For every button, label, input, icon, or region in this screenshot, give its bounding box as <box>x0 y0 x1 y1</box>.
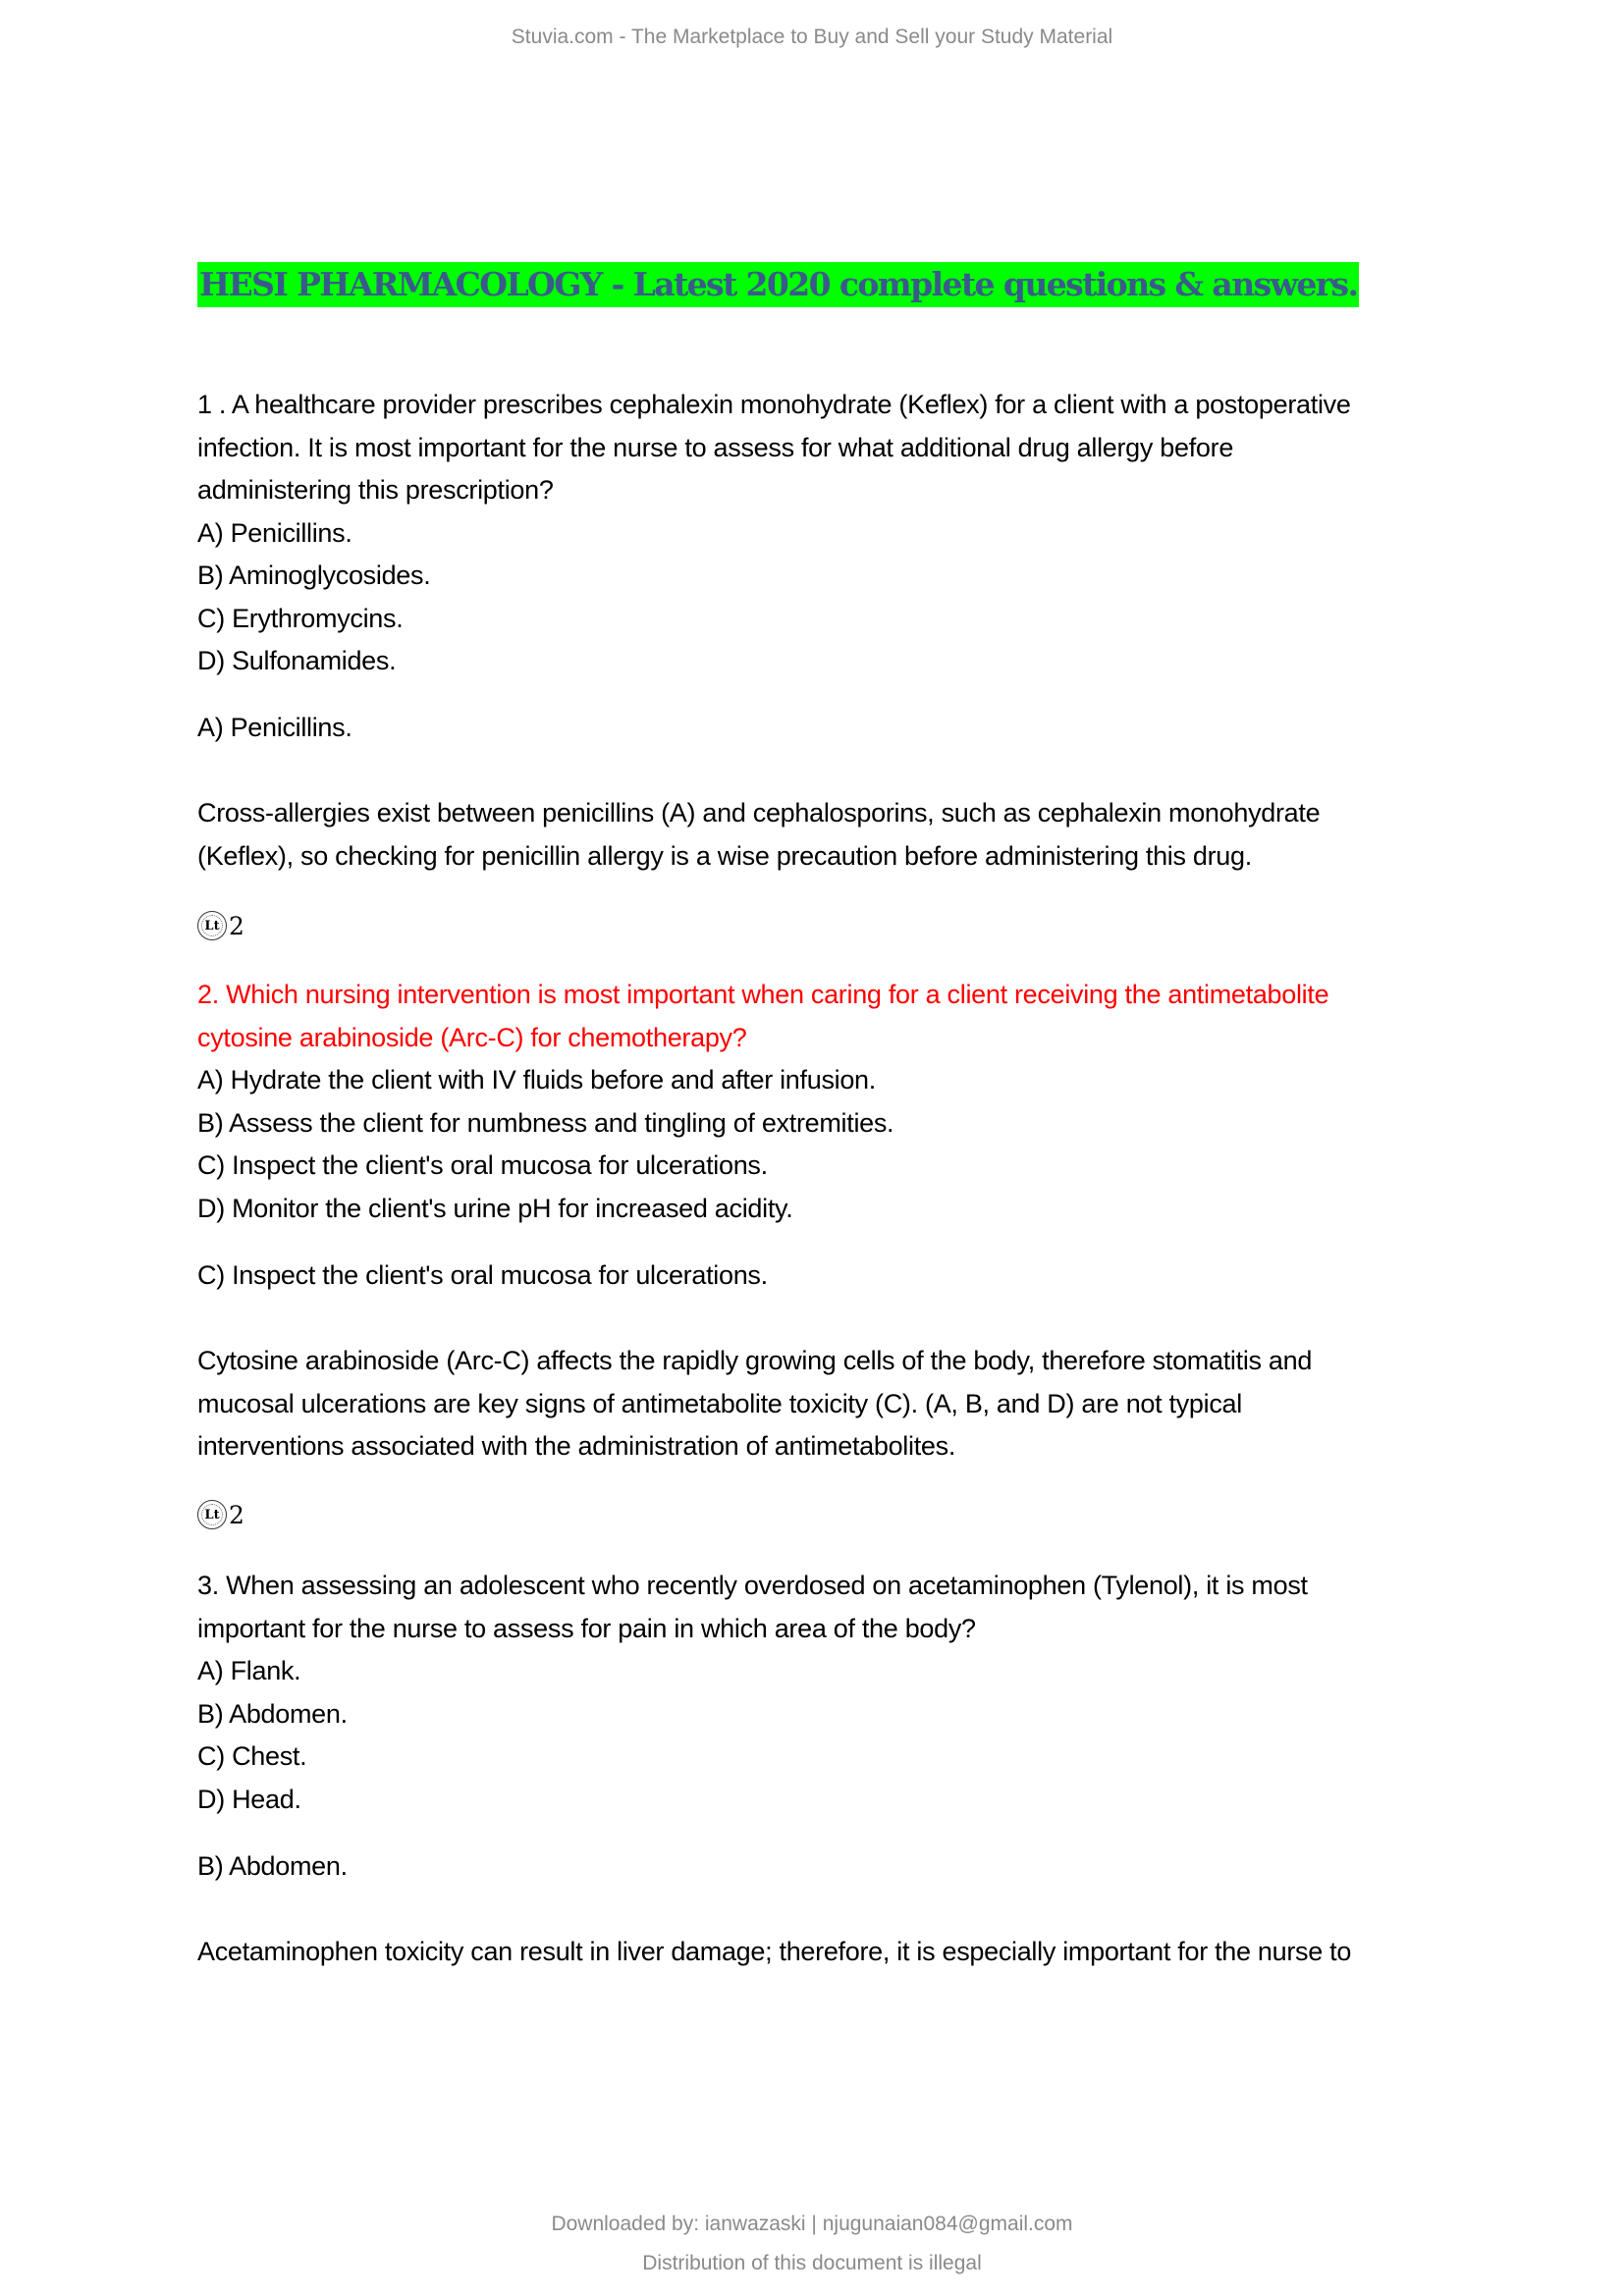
question-3-option-c: C) Chest. <box>197 1741 307 1771</box>
reference-value: 2 <box>229 1500 244 1529</box>
document-title: HESI PHARMACOLOGY - Latest 2020 complete questions & answers. <box>197 262 1359 307</box>
question-2-answer: C) Inspect the client's oral mucosa for ulcerations. <box>197 1260 768 1290</box>
question-3-rationale <box>197 1931 1474 1974</box>
reference-value: 2 <box>229 911 244 940</box>
question-1-option-b: B) Aminoglycosides. <box>197 561 431 590</box>
question-1-answer-block <box>197 707 1474 750</box>
downloaded-by-notice: Downloaded by: ianwazaski | njugunaian084@gmail.com <box>551 2213 1073 2235</box>
question-1 <box>197 384 1474 683</box>
question-2-answer-block <box>197 1255 1474 1298</box>
question-1-text-line-2: infection. It is most important for the nurse to assess for what additional drug allergy before <box>197 432 1234 462</box>
question-1-rationale <box>197 792 1474 878</box>
question-1-rationale-line-2: (Keflex), so checking for penicillin allergy is a wise precaution before administering this drug. <box>197 840 1252 871</box>
question-3-text-line-2: important for the nurse to assess for pain in which area of the body? <box>197 1613 976 1643</box>
question-2-rationale <box>197 1340 1474 1468</box>
question-3-text-line-1: 3. When assessing an adolescent who recently overdosed on acetaminophen (Tylenol), it is most <box>197 1571 1308 1600</box>
question-3-answer: B) Abdomen. <box>197 1851 348 1881</box>
question-1-option-c: C) Erythromycins. <box>197 603 404 633</box>
document-title-block <box>197 262 1359 307</box>
stuvia-watermark: Stuvia.com - The Marketplace to Buy and Sell your Study Material <box>511 26 1113 48</box>
question-1-rationale-line-1: Cross-allergies exist between penicillins (A) and cephalosporins, such as cephalexin monohydrate <box>197 798 1321 828</box>
seal-icon: Lt <box>197 911 227 940</box>
question-3 <box>197 1565 1474 1821</box>
question-2-option-d: D) Monitor the client's urine pH for increased acidity. <box>197 1193 793 1223</box>
question-1-option-d: D) Sulfonamides. <box>197 646 397 675</box>
question-2 <box>197 974 1474 1230</box>
question-1-text-line-3: administering this prescription? <box>197 475 554 505</box>
question-3-option-a: A) Flank. <box>197 1656 301 1685</box>
question-3-option-d: D) Head. <box>197 1784 301 1814</box>
question-3-option-b: B) Abdomen. <box>197 1698 348 1729</box>
question-2-option-a: A) Hydrate the client with IV fluids before and after infusion. <box>197 1065 876 1095</box>
question-2-text-line-2: cytosine arabinoside (Arc-C) for chemotherapy? <box>197 1022 747 1052</box>
question-2-reference <box>197 1500 244 1529</box>
question-2-option-c: C) Inspect the client's oral mucosa for ulcerations. <box>197 1150 768 1180</box>
question-2-text-line-1: 2. Which nursing intervention is most important when caring for a client receiving the antimetabolite <box>197 980 1329 1009</box>
question-1-text-line-1: 1 . A healthcare provider prescribes cephalexin monohydrate (Keflex) for a client with a postoperative <box>197 390 1351 419</box>
question-2-rationale-line-2: mucosal ulcerations are key signs of antimetabolite toxicity (C). (A, B, and D) are not typical <box>197 1388 1242 1418</box>
question-2-rationale-line-3: interventions associated with the administration of antimetabolites. <box>197 1431 956 1461</box>
question-1-answer: A) Penicillins. <box>197 713 352 742</box>
seal-icon: Lt <box>197 1500 227 1529</box>
question-2-option-b: B) Assess the client for numbness and tingling of extremities. <box>197 1107 894 1138</box>
distribution-notice: Distribution of this document is illegal <box>642 2252 982 2274</box>
question-1-reference <box>197 911 244 940</box>
question-2-rationale-line-1: Cytosine arabinoside (Arc-C) affects the rapidly growing cells of the body, therefore stomatitis and <box>197 1346 1313 1375</box>
question-1-option-a: A) Penicillins. <box>197 517 352 548</box>
question-3-answer-block <box>197 1845 1474 1889</box>
question-3-rationale-line-1: Acetaminophen toxicity can result in liver damage; therefore, it is especially important for the nurse to <box>197 1937 1352 1966</box>
